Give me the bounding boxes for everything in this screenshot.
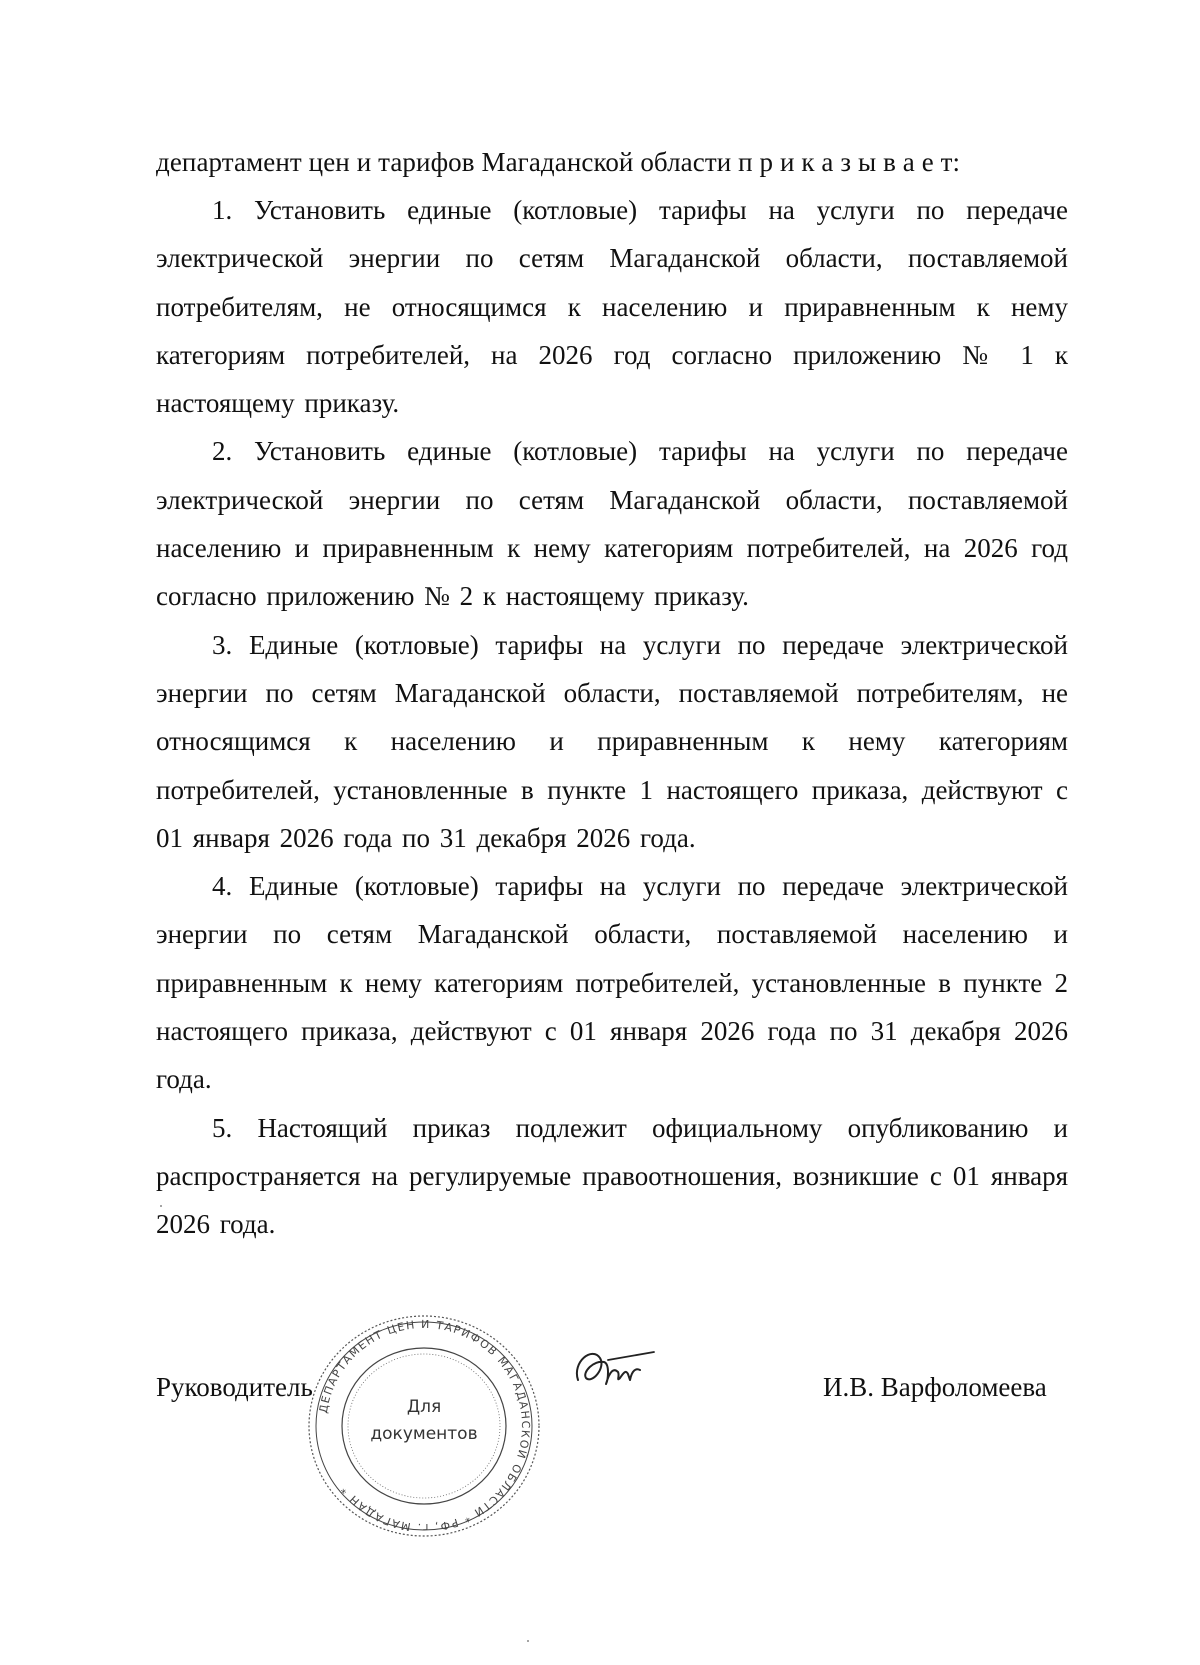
order-item-3: 3. Единые (котловые) тарифы на услуги по передаче электрической энергии по сетям Магаданской области, поставляемой потребителям, не относящимся к населению и приравненным к нему категориям потребителей, установленные в пункте 1 настоящего приказа, действуют с 01 января 2026 года по 31 декабря 2026 года. bbox=[156, 629, 1068, 853]
official-seal bbox=[306, 1312, 542, 1540]
scan-speck bbox=[160, 1205, 162, 1207]
order-item-5: 5. Настоящий приказ подлежит официальному опубликованию и распространяется на регулируемые правоотношения, возникшие с 01 января 2026 года. bbox=[156, 1112, 1068, 1240]
signatory-name: И.В. Варфоломеева bbox=[823, 1372, 1047, 1402]
order-body bbox=[156, 138, 1068, 1249]
order-item-1: 1. Установить единые (котловые) тарифы на услуги по передаче электрической энергии по сетям Магаданской области, поставляемой потребителям, не относящимся к населению и приравненным к нему категориям потребителей, на 2026 год согласно приложению № 1 к настоящему приказу. bbox=[156, 195, 1068, 419]
handwritten-signature bbox=[570, 1340, 660, 1400]
seal-center-line-2: документов bbox=[370, 1424, 478, 1444]
seal-outer-text: ДЕПАРТАМЕНТ ЦЕН И ТАРИФОВ МАГАДАНСКОЙ ОБЛАСТИ * РФ, г. МАГАДАН * bbox=[316, 1317, 533, 1535]
order-intro: департамент цен и тарифов Магаданской области п р и к а з ы в а е т: bbox=[156, 147, 961, 177]
order-item-2: 2. Установить единые (котловые) тарифы на услуги по передаче электрической энергии по сетям Магаданской области, поставляемой населению и приравненным к нему категориям потребителей, на 2026 год согласно приложению № 2 к настоящему приказу. bbox=[156, 436, 1068, 612]
signature-label: Руководитель bbox=[156, 1372, 313, 1402]
scan-speck bbox=[527, 1640, 529, 1642]
seal-center-line-1: Для bbox=[406, 1397, 442, 1417]
order-item-4: 4. Единые (котловые) тарифы на услуги по передаче электрической энергии по сетям Магаданской области, поставляемой населению и приравненным к нему категориям потребителей, установленные в пункте 2 настоящего приказа, действуют с 01 января 2026 года по 31 декабря 2026 года. bbox=[156, 871, 1068, 1095]
